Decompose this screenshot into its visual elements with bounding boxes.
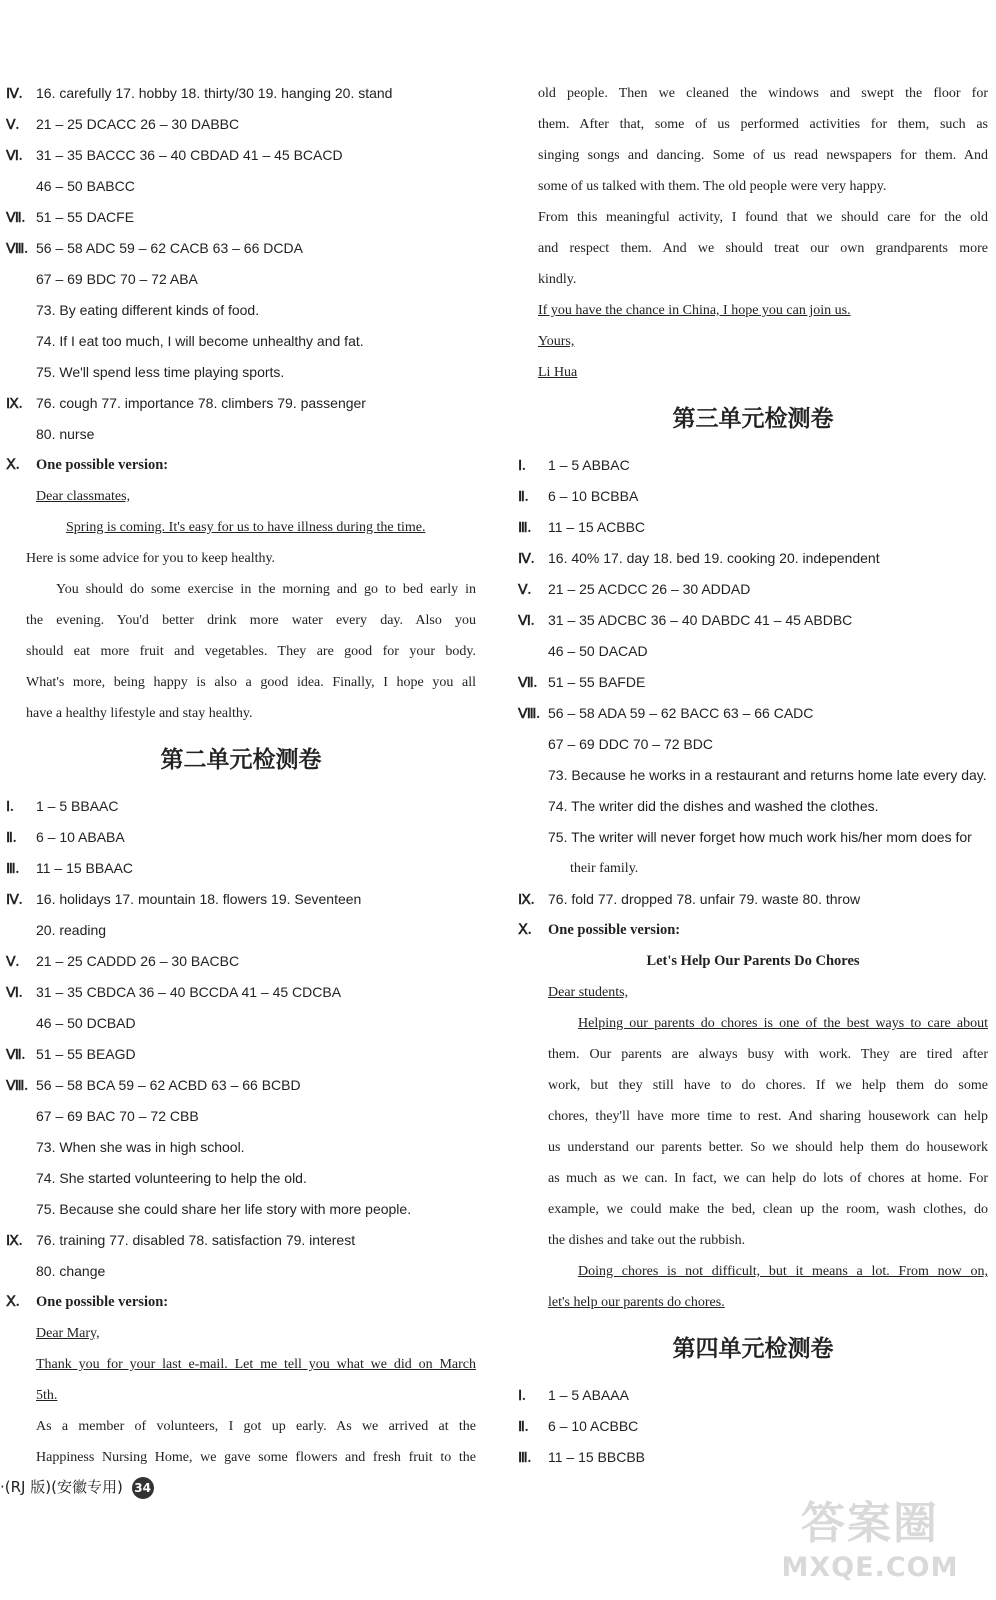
roman-numeral: Ⅹ. <box>6 1294 20 1310</box>
essay-line <box>518 171 988 202</box>
essay-line <box>518 1194 988 1225</box>
answer-text: 51 – 55 BAFDE <box>548 674 646 690</box>
essay-text: What's more, being happy is also a good idea. Finally, I hope you all <box>26 675 476 690</box>
roman-numeral: Ⅶ. <box>6 211 26 226</box>
roman-numeral: Ⅷ. <box>6 242 28 257</box>
answer-text: One possible version: <box>548 922 681 938</box>
answer-text: 21 – 25 CADDD 26 – 30 BACBC <box>36 953 240 969</box>
section-header <box>6 1287 476 1318</box>
answer-row: 80. change <box>36 1263 106 1279</box>
answer-row <box>518 450 988 481</box>
section-header <box>6 450 476 481</box>
essay-line <box>6 1411 476 1442</box>
page-number: 34 <box>132 1477 154 1499</box>
essay-text: Doing chores is not difficult, but it means a lot. From now on, <box>578 1264 988 1279</box>
essay-text: Yours, <box>538 334 575 349</box>
footer-edition: ·(RJ 版)(安徽专用) <box>0 1478 123 1496</box>
essay-text: work, but they still have to do chores. If we help them do some <box>548 1078 988 1093</box>
answer-row: 73. When she was in high school. <box>36 1139 245 1155</box>
section-header <box>518 915 988 946</box>
answer-text: 11 – 15 BBAAC <box>36 860 134 876</box>
essay-line <box>518 1225 988 1256</box>
answer-row: 75. The writer will never forget how much work his/her mom does for <box>548 829 972 845</box>
answer-row <box>6 853 476 884</box>
essay-text: You should do some exercise in the morning and go to bed early in <box>56 582 476 597</box>
essay-line <box>518 78 988 109</box>
section-title: 第三单元检测卷 <box>672 406 834 432</box>
essay-line <box>6 512 476 543</box>
essay-line <box>6 481 476 512</box>
answer-text: 6 – 10 BCBBA <box>548 488 639 504</box>
essay-text: Dear Mary, <box>36 1326 100 1341</box>
answer-row: 75. Because she could share her life story with more people. <box>36 1201 412 1217</box>
answer-row: 73. Because he works in a restaurant and returns home late every day. <box>548 767 987 783</box>
essay-text: should eat more fruit and vegetables. They are good for your body. <box>26 644 476 659</box>
essay-line <box>518 1101 988 1132</box>
watermark-url: MXQE.COM <box>781 1552 959 1583</box>
answer-row <box>6 822 476 853</box>
essay-title: Let's Help Our Parents Do Chores <box>646 953 860 969</box>
answer-row <box>6 202 476 233</box>
roman-numeral: Ⅵ. <box>6 149 23 164</box>
essay-line <box>6 574 476 605</box>
essay-text: chores, they'll have more time to rest. And sharing housework can help <box>548 1109 988 1124</box>
answer-text: 21 – 25 DCACC 26 – 30 DABBC <box>36 116 240 132</box>
essay-text: let's help our parents do chores. <box>548 1295 725 1310</box>
roman-numeral: Ⅸ. <box>6 397 23 412</box>
answer-row <box>518 1380 988 1411</box>
roman-numeral: Ⅳ. <box>6 87 23 102</box>
roman-numeral: Ⅰ. <box>518 459 526 474</box>
essay-text: and respect them. And we should treat our own grandparents more <box>538 241 988 256</box>
left-column <box>6 78 476 1473</box>
essay-text: some of us talked with them. The old people were very happy. <box>538 179 887 194</box>
section-title: 第二单元检测卷 <box>160 747 322 773</box>
essay-line <box>518 357 988 388</box>
essay-line <box>6 636 476 667</box>
roman-numeral: Ⅹ. <box>6 457 20 473</box>
essay-text: the evening. You'd better drink more water every day. Also you <box>26 613 476 628</box>
essay-line <box>518 1163 988 1194</box>
section-title: 第四单元检测卷 <box>672 1336 834 1362</box>
roman-numeral: Ⅴ. <box>518 583 532 598</box>
answer-text: 31 – 35 CBDCA 36 – 40 BCCDA 41 – 45 CDCBA <box>36 984 342 1000</box>
essay-line <box>518 1287 988 1318</box>
essay-line <box>518 1039 988 1070</box>
essay-text: as much as we can. In fact, we can help do lots of chores at home. For <box>548 1171 988 1186</box>
essay-text: Here is some advice for you to keep healthy. <box>26 551 276 566</box>
essay-line <box>518 109 988 140</box>
roman-numeral: Ⅷ. <box>6 1079 28 1094</box>
answer-text: One possible version: <box>36 1294 169 1310</box>
roman-numeral: Ⅶ. <box>6 1048 26 1063</box>
answer-text: 21 – 25 ACDCC 26 – 30 ADDAD <box>548 581 751 597</box>
answer-text: 56 – 58 ADC 59 – 62 CACB 63 – 66 DCDA <box>36 240 303 256</box>
answer-row: 74. She started volunteering to help the old. <box>36 1170 307 1186</box>
answer-row: 74. The writer did the dishes and washed the clothes. <box>548 798 879 814</box>
answer-row <box>6 78 476 109</box>
answer-row <box>518 698 988 729</box>
essay-line <box>6 1442 476 1473</box>
essay-text: Li Hua <box>538 365 578 380</box>
essay-line <box>518 1070 988 1101</box>
essay-line <box>518 326 988 357</box>
answer-text: 16. carefully 17. hobby 18. thirty/30 19. hanging 20. stand <box>36 85 393 101</box>
essay-line <box>518 1008 988 1039</box>
roman-numeral: Ⅴ. <box>6 955 20 970</box>
answer-row <box>6 140 476 171</box>
essay-line <box>518 977 988 1008</box>
answer-row <box>518 667 988 698</box>
essay-text: old people. Then we cleaned the windows and swept the floor for <box>538 86 988 101</box>
roman-numeral: Ⅱ. <box>6 831 17 846</box>
answer-row <box>518 1411 988 1442</box>
answer-row <box>518 605 988 636</box>
essay-line <box>518 264 988 295</box>
answer-row <box>6 791 476 822</box>
essay-text: Dear classmates, <box>36 489 131 504</box>
answer-row <box>6 977 476 1008</box>
answer-continuation: their family. <box>570 861 639 876</box>
answer-row: 46 – 50 DACAD <box>548 643 648 659</box>
answer-row: 46 – 50 BABCC <box>36 178 135 194</box>
answer-text: 1 – 5 BBAAC <box>36 798 119 814</box>
answer-row: 67 – 69 BAC 70 – 72 CBB <box>36 1108 199 1124</box>
answer-row <box>6 1039 476 1070</box>
roman-numeral: Ⅳ. <box>6 893 23 908</box>
answer-row: 46 – 50 DCBAD <box>36 1015 136 1031</box>
answer-row <box>518 481 988 512</box>
essay-line <box>6 1349 476 1380</box>
roman-numeral: Ⅷ. <box>518 707 540 722</box>
essay-text: the dishes and take out the rubbish. <box>548 1233 746 1248</box>
essay-text: them. Our parents are always busy with work. They are tired after <box>548 1047 988 1062</box>
roman-numeral: Ⅶ. <box>518 676 538 691</box>
essay-text: If you have the chance in China, I hope you can join us. <box>538 303 851 318</box>
answer-row <box>518 1442 988 1473</box>
answer-text: 31 – 35 ADCBC 36 – 40 DABDC 41 – 45 ABDBC <box>548 612 853 628</box>
answer-text: 56 – 58 ADA 59 – 62 BACC 63 – 66 CADC <box>548 705 814 721</box>
answer-row <box>518 512 988 543</box>
essay-line <box>6 1380 476 1411</box>
essay-text: them. After that, some of us performed activities for them, such as <box>538 117 988 132</box>
roman-numeral: Ⅵ. <box>6 986 23 1001</box>
answer-row: 73. By eating different kinds of food. <box>36 302 260 318</box>
answer-row: 20. reading <box>36 922 107 938</box>
watermark-logo: 答案圈 <box>801 1498 939 1549</box>
answer-text: One possible version: <box>36 457 169 473</box>
answer-text: 76. training 77. disabled 78. satisfaction 79. interest <box>36 1232 356 1248</box>
essay-text: 5th. <box>36 1388 58 1403</box>
answer-row <box>6 388 476 419</box>
answer-text: 16. holidays 17. mountain 18. flowers 19. Seventeen <box>36 891 362 907</box>
essay-text: have a healthy lifestyle and stay healthy. <box>26 706 253 721</box>
answer-row <box>6 1225 476 1256</box>
roman-numeral: Ⅵ. <box>518 614 535 629</box>
answer-row <box>6 1070 476 1101</box>
answer-row <box>6 233 476 264</box>
essay-line <box>6 667 476 698</box>
roman-numeral: Ⅸ. <box>6 1234 23 1249</box>
roman-numeral: Ⅲ. <box>518 521 532 536</box>
essay-line <box>518 1132 988 1163</box>
essay-line <box>518 1256 988 1287</box>
essay-text: Happiness Nursing Home, we gave some flowers and fresh fruit to the <box>36 1450 476 1465</box>
essay-text: From this meaningful activity, I found that we should care for the old <box>538 210 988 225</box>
answer-text: 51 – 55 BEAGD <box>36 1046 136 1062</box>
answer-row: 74. If I eat too much, I will become unhealthy and fat. <box>36 333 364 349</box>
essay-text: example, we could make the bed, clean up the room, wash clothes, do <box>548 1202 988 1217</box>
answer-text: 11 – 15 ACBBC <box>548 519 646 535</box>
answer-row <box>6 109 476 140</box>
answer-text: 6 – 10 ACBBC <box>548 1418 639 1434</box>
essay-line <box>518 202 988 233</box>
essay-text: As a member of volunteers, I got up early. As we arrived at the <box>36 1419 476 1434</box>
essay-line <box>518 295 988 326</box>
answer-text: 16. 40% 17. day 18. bed 19. cooking 20. independent <box>548 550 880 566</box>
right-column <box>518 78 988 1473</box>
answer-row <box>6 946 476 977</box>
answer-row: 67 – 69 BDC 70 – 72 ABA <box>36 271 198 287</box>
essay-line <box>6 605 476 636</box>
answer-text: 1 – 5 ABBAC <box>548 457 630 473</box>
essay-text: kindly. <box>538 272 577 287</box>
roman-numeral: Ⅲ. <box>6 862 20 877</box>
roman-numeral: Ⅱ. <box>518 1420 529 1435</box>
answer-text: 56 – 58 BCA 59 – 62 ACBD 63 – 66 BCBD <box>36 1077 301 1093</box>
essay-text: singing songs and dancing. Some of us read newspapers for them. And <box>538 148 988 163</box>
answer-row <box>518 884 988 915</box>
answer-text: 31 – 35 BACCC 36 – 40 CBDAD 41 – 45 BCACD <box>36 147 343 163</box>
answer-row <box>6 884 476 915</box>
answer-row: 75. We'll spend less time playing sports. <box>36 364 285 380</box>
essay-text: Thank you for your last e-mail. Let me tell you what we did on March <box>36 1357 476 1372</box>
watermark <box>760 1496 980 1596</box>
roman-numeral: Ⅴ. <box>6 118 20 133</box>
answer-text: 6 – 10 ABABA <box>36 829 125 845</box>
answer-text: 51 – 55 DACFE <box>36 209 135 225</box>
answer-text: 1 – 5 ABAAA <box>548 1387 629 1403</box>
answer-text: 76. fold 77. dropped 78. unfair 79. waste 80. throw <box>548 891 861 907</box>
answer-text: 11 – 15 BBCBB <box>548 1449 646 1465</box>
roman-numeral: Ⅲ. <box>518 1451 532 1466</box>
essay-text: us understand our parents better. So we should help them do housework <box>548 1140 988 1155</box>
answer-row: 80. nurse <box>36 426 95 442</box>
essay-line <box>518 233 988 264</box>
roman-numeral: Ⅰ. <box>6 800 14 815</box>
essay-text: Spring is coming. It's easy for us to have illness during the time. <box>66 520 426 535</box>
page-footer <box>0 1472 154 1502</box>
essay-line <box>6 698 476 729</box>
essay-line <box>6 1318 476 1349</box>
roman-numeral: Ⅱ. <box>518 490 529 505</box>
answer-row: 67 – 69 DDC 70 – 72 BDC <box>548 736 713 752</box>
answer-row <box>518 574 988 605</box>
essay-line <box>6 543 476 574</box>
roman-numeral: Ⅳ. <box>518 552 535 567</box>
answer-text: 76. cough 77. importance 78. climbers 79. passenger <box>36 395 366 411</box>
essay-text: Helping our parents do chores is one of the best ways to care about <box>578 1016 988 1031</box>
essay-line <box>518 140 988 171</box>
roman-numeral: Ⅸ. <box>518 893 535 908</box>
roman-numeral: Ⅰ. <box>518 1389 526 1404</box>
answer-row <box>518 543 988 574</box>
essay-text: Dear students, <box>548 985 629 1000</box>
roman-numeral: Ⅹ. <box>518 922 532 938</box>
